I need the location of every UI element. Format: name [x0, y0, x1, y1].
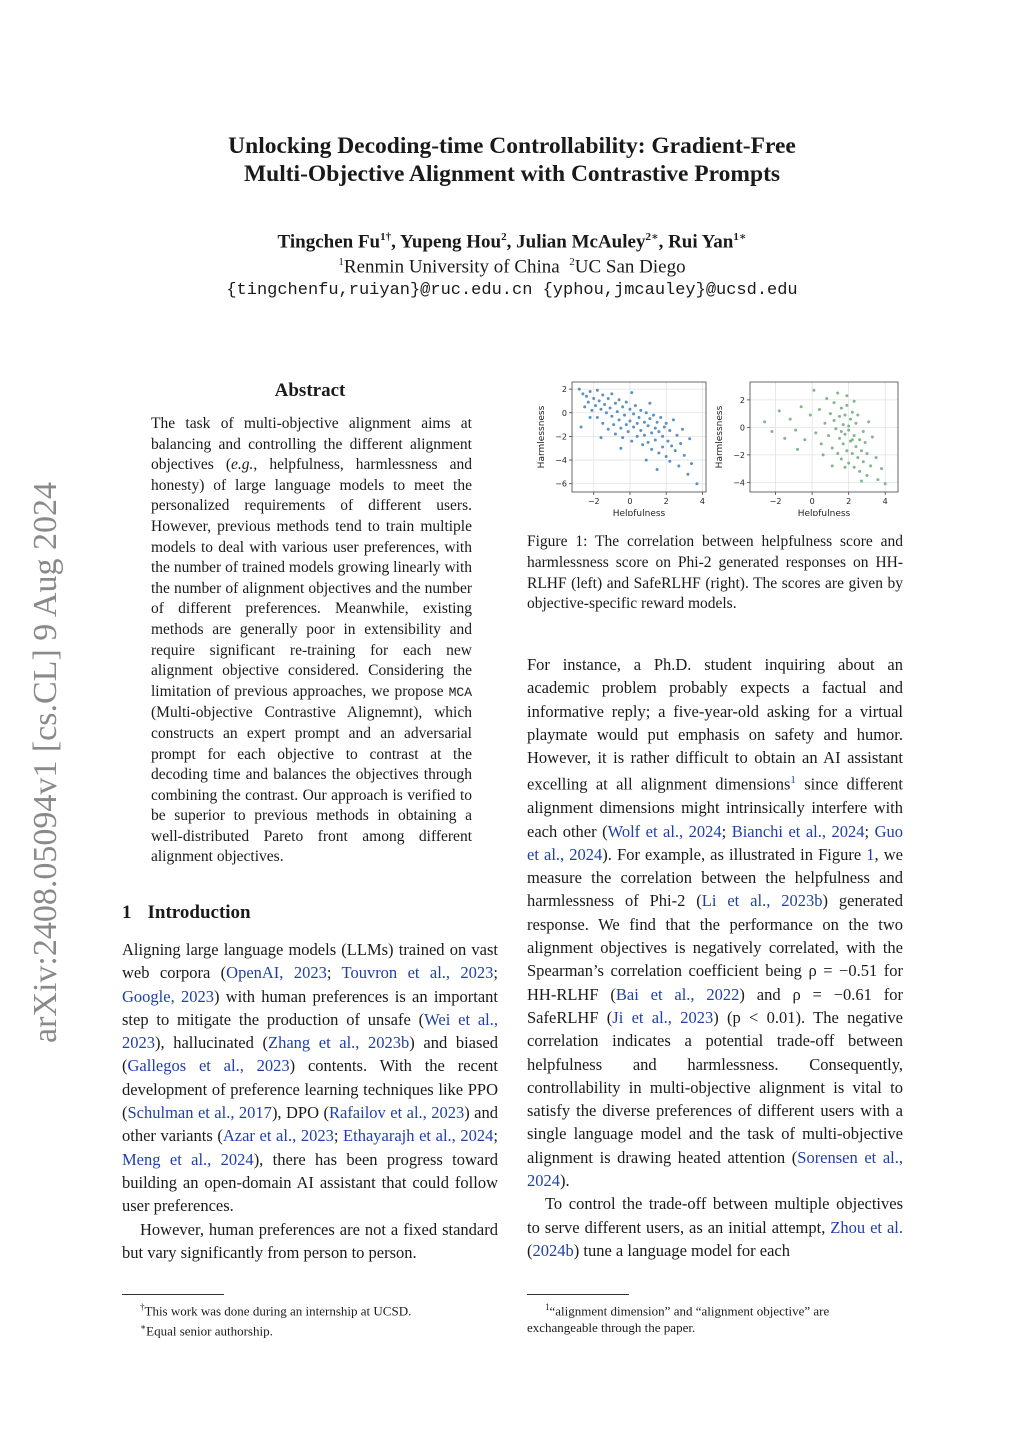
scatter-point [628, 420, 631, 423]
scatter-point [654, 427, 657, 430]
right-column-body [527, 653, 903, 1262]
citation-link[interactable]: Meng et al., 2024 [122, 1149, 254, 1169]
y-tick-label: −4 [555, 456, 567, 466]
scatter-point [676, 434, 679, 437]
scatter-point [639, 429, 642, 432]
scatter-point [652, 414, 655, 417]
author-mark: 1∗ [733, 231, 747, 243]
scatter-point [578, 388, 581, 391]
x-tick-label: −2 [587, 497, 600, 506]
scatter-point [589, 390, 592, 393]
scatter-point [831, 464, 834, 467]
citation-link[interactable]: Sorensen et al., 2024 [527, 1147, 903, 1191]
arxiv-id-text: arXiv:2408.05094v1 [cs.CL] 9 Aug 2024 [27, 482, 64, 1043]
body-paragraph: For instance, a Ph.D. student inquiring about an academic problem probably expects a factual and informative reply; a five-year-old asking for a virtual playmate would put emphasis on safety and humor. However, it is rather difficult to obtain an AI assistant excelling at all alignment dimensions$^1$ since different alignment dimensions might intrinsically interfere with each other (Wolf et al., 2024; Bianchi et al., 2024; Guo et al., 2024). For example, as illustrated in Figure 1, we measure the correlation between the helpfulness and harmlessness of Phi-2 (Li et al., 2023b) generated response. We find that the performance on the two alignment objectives is negatively correlated, with the Spearman’s correlation coefficient being ρ = −0.51 for HH-RLHF (Bai et al., 2022) and ρ = −0.61 for SafeRLHF (Ji et al., 2023) (p < 0.01). The negative correlation indicates a potential trade-off between helpfulness and harmlessness. Consequently, controllability in multi-objective alignment is vital to satisfy the diverse preferences of different users with a single language model and the task of multi-objective alignment is drawing heated attention (Sorensen et al., 2024). [527, 655, 903, 1191]
citation-link[interactable]: Schulman et al., 2017 [127, 1103, 272, 1123]
affil-mark: 2 [569, 256, 575, 268]
scatter-point [822, 453, 825, 456]
scatter-point [670, 444, 673, 447]
text: ) contents. With the recent development of preference learning techniques like PPO ( [122, 1056, 498, 1123]
scatter-point [875, 456, 878, 459]
text: ) and other variants ( [122, 1103, 499, 1146]
scatter-point [851, 411, 854, 414]
text: tune a language model for each [579, 1240, 790, 1260]
scatter-point [638, 416, 641, 419]
scatter-point [690, 462, 693, 465]
citation-link[interactable]: Rafailov et al., 2023 [328, 1103, 465, 1123]
scatter-point [833, 401, 836, 404]
title-line-1: Unlocking Decoding-time Controllability: Gradient-Free [228, 133, 796, 159]
scatter-point [603, 403, 606, 406]
scatter-point [627, 430, 630, 433]
x-tick-label: 4 [882, 497, 888, 506]
text: ) and ρ = −0.61 for SafeRLHF ( [527, 984, 903, 1027]
text: Aligning large language models (LLMs) trained on vast web corpora ( [122, 940, 498, 983]
scatter-point [865, 452, 868, 455]
figure-1-caption: Figure 1: The correlation between helpfulness score and harmlessness score on Phi-2 generated responses on HH-RLHF (left) and SafeRLHF (right). The scores are given by objective-specific reward models. [527, 533, 903, 613]
scatter-point [632, 412, 635, 415]
scatter-point [648, 402, 651, 405]
author-name: Tingchen Fu [277, 231, 381, 253]
scatter-point [599, 436, 602, 439]
scatter-point [851, 452, 854, 455]
citation-link[interactable]: 2024b [532, 1240, 574, 1260]
scatter-point [668, 429, 671, 432]
scatter-point [634, 404, 637, 407]
body-paragraph: To control the trade-off between multiple objectives to serve different users, as an initial attempt, Zhou et al. (2024b) tune a language model for each [527, 1194, 903, 1260]
author-mark: 1† [380, 231, 392, 243]
citation-link[interactable]: OpenAI, 2023 [226, 963, 327, 983]
scatter-point [587, 401, 590, 404]
scatter-point [643, 421, 646, 424]
scatter-point [853, 400, 856, 403]
scatter-point [858, 470, 861, 473]
figure-ref[interactable]: 1 [866, 844, 875, 864]
scatter-plots [528, 376, 908, 516]
scatter-point [590, 409, 593, 412]
scatter-point [650, 448, 653, 451]
citation-link[interactable]: Zhou et al. [830, 1217, 903, 1237]
scatter-point [645, 411, 648, 414]
scatter-point [599, 408, 602, 411]
scatter-point [840, 458, 843, 461]
intro-paragraph: Aligning large language models (LLMs) trained on vast web corpora (OpenAI, 2023; Touvron et al., 2023; Google, 2023) with human preferences is an important step to mitigate the production of unsafe (Wei et al., 2023), hallucinated (Zhang et al., 2023b) and biased (Gallegos et al., 2023) contents. With the recent development of preference learning techniques like PPO (Schulman et al., 2017), DPO (Rafailov et al., 2023) and other variants (Azar et al., 2023; Ethayarajh et al., 2024; Meng et al., 2024), there has been progress toward building an open-domain AI assistant that could follow user preferences. [122, 940, 499, 1216]
scatter-point [630, 391, 633, 394]
scatter-point [605, 411, 608, 414]
scatter-point [674, 449, 677, 452]
y-tick-label: −4 [733, 478, 745, 488]
scatter-point [812, 389, 815, 392]
scatter-point [858, 438, 861, 441]
scatter-point [864, 441, 867, 444]
scatter-point [838, 415, 841, 418]
scatter-point [834, 427, 837, 430]
citation-link[interactable]: Bianchi et al., 2024 [731, 821, 865, 841]
scatter-point [610, 392, 613, 395]
scatter-point [636, 422, 639, 425]
x-tick-label: 4 [699, 497, 705, 506]
scatter-point [668, 460, 671, 463]
scatter-point [661, 435, 664, 438]
x-tick-label: 0 [627, 497, 633, 506]
x-axis-label: Helpfulness [797, 509, 851, 516]
scatter-point [656, 468, 659, 471]
affil-name: Renmin University of China [343, 256, 560, 278]
citation-link[interactable]: Touvron et al., 2023 [341, 963, 494, 983]
scatter-point [679, 442, 682, 445]
scatter-point [847, 425, 850, 428]
plot-frame [572, 382, 706, 492]
scatter-point [683, 454, 686, 457]
footnote-text: Equal senior authorship. [146, 1323, 273, 1339]
scatter-point [796, 448, 799, 451]
author-list: Tingchen $Fu^{1\dagger}$, Yupeng Hou$^2$, Julian McAuley$^{2∗}$, Rui Yan$^{1∗}$ [277, 231, 747, 253]
scatter-point [677, 464, 680, 467]
text: ), there has been progress toward building an open-domain AI assistant that could follow user preferences. [122, 1149, 499, 1216]
scatter-point [656, 421, 659, 424]
footnote [140, 1299, 500, 1319]
scatter-point [876, 478, 879, 481]
scatter-point [856, 414, 859, 417]
scatter-point [847, 462, 850, 465]
scatter-point [844, 466, 847, 469]
scatter-point [783, 437, 786, 440]
citation-link[interactable]: Azar et al., 2023 [222, 1126, 334, 1146]
scatter-point [614, 433, 617, 436]
scatter-point [621, 436, 624, 439]
scatter-point [598, 399, 601, 402]
y-tick-label: 0 [739, 423, 745, 433]
scatter-point [665, 422, 668, 425]
scatter-point [581, 392, 584, 395]
scatter-point [663, 425, 666, 428]
footnote-rule [122, 1294, 224, 1295]
y-tick-label: −2 [555, 432, 567, 442]
scatter-point [681, 428, 684, 431]
y-tick-label: 2 [739, 395, 745, 405]
scatter-point [851, 438, 854, 441]
scatter-point [847, 429, 850, 432]
affil-name: UC San Diego [574, 256, 686, 278]
text: ) with human preferences is an important step to mitigate the production of unsafe ( [122, 986, 499, 1029]
scatter-point [596, 389, 599, 392]
scatter-point [803, 438, 806, 441]
abstract-text: The task of multi-objective alignment aims at balancing and controlling the different alignment objectives ( [151, 415, 472, 474]
scatter-point [794, 429, 797, 432]
scatter-point [639, 409, 642, 412]
y-axis-label: Harmlessness [715, 405, 725, 469]
scatter-point [871, 436, 874, 439]
footnotes-right [527, 1299, 903, 1336]
scatter-point [647, 424, 650, 427]
scatter-point [695, 482, 698, 485]
abstract-eg: e.g. [231, 456, 254, 474]
scatter-point [844, 433, 847, 436]
author-emails: {tingchenfu,ruiyan}@ruc.edu.cn {yphou,jmcauley}@ucsd.edu [226, 281, 798, 300]
scatter-point [601, 394, 604, 397]
scatter-point [641, 443, 644, 446]
intro-paragraph: However, human preferences are not a fixed standard but vary significantly from person to person. [122, 1219, 498, 1262]
scatter-point [594, 404, 597, 407]
y-tick-label: −2 [733, 450, 745, 460]
title-line-2: Multi-Objective Alignment with Contrastive Prompts [243, 161, 781, 187]
citation-link[interactable]: Gallegos et al., 2023 [127, 1056, 290, 1076]
scatter-point [862, 430, 865, 433]
scatter-point [763, 420, 766, 423]
scatter-point [625, 401, 628, 404]
author-name: Rui Yan [668, 231, 734, 253]
author-name: Yupeng Hou [399, 231, 502, 253]
plot-frame [750, 382, 898, 492]
footnote-text: This work was done during an internship at UCSD. [144, 1303, 412, 1319]
scatter-point [686, 473, 689, 476]
y-tick-label: 2 [561, 385, 567, 395]
scatter-point [618, 418, 621, 421]
abstract-heading: Abstract [274, 380, 346, 401]
figure-1 [528, 376, 908, 516]
x-tick-label: 2 [663, 497, 669, 506]
scatter-point [814, 431, 817, 434]
scatter-point [612, 423, 615, 426]
section-number: 1 [122, 902, 132, 923]
scatter-point [860, 480, 863, 483]
affil-mark: 1 [338, 256, 344, 268]
citation-link[interactable]: Guo et al., 2024 [527, 821, 903, 864]
scatter-point [800, 405, 803, 408]
scatter-point [619, 427, 622, 430]
footnote-text: “alignment dimension” and “alignment objective” are exchangeable through the paper. [527, 1303, 830, 1336]
scatter-point [666, 440, 669, 443]
scatter-point [610, 415, 613, 418]
scatter-point [630, 440, 633, 443]
footnote-ref[interactable]: 1 [790, 774, 796, 787]
scatter-point [583, 405, 586, 408]
scatter-point [818, 408, 821, 411]
y-axis-label: Harmlessness [537, 405, 547, 469]
author-mark: 2∗ [645, 231, 659, 243]
y-tick-label: −6 [555, 479, 567, 489]
affiliations [140, 256, 884, 278]
author-mark: 2 [501, 231, 507, 243]
abstract-body [151, 414, 472, 868]
scatter-point [823, 422, 826, 425]
text: ) and biased ( [122, 1033, 498, 1076]
scatter-point [865, 474, 868, 477]
scatter-point [836, 392, 839, 395]
left-column-body [122, 938, 498, 1264]
scatter-point [836, 452, 839, 455]
scatter-point [840, 407, 843, 410]
footnote [140, 1319, 500, 1339]
scatter-point [845, 449, 848, 452]
scatter-point [672, 418, 675, 421]
text: ). For example, as illustrated in Figure [602, 844, 867, 864]
scatter-point [650, 431, 653, 434]
scatter-point [636, 435, 639, 438]
citation-link[interactable]: Ethayarajh et al., 2024 [343, 1126, 494, 1146]
scatter-point [838, 437, 841, 440]
method-name: MCA [448, 684, 472, 700]
scatter-point [842, 423, 845, 426]
text: ). [560, 1171, 570, 1191]
scatter-point [614, 402, 617, 405]
scatter-point [853, 434, 856, 437]
scatter-point [607, 397, 610, 400]
citation-link[interactable]: Ji et al., 2023 [612, 1007, 714, 1027]
scatter-point [645, 459, 648, 462]
scatter-point [648, 417, 651, 420]
scatter-point [665, 455, 668, 458]
scatter-point [661, 446, 664, 449]
scatter-point [770, 430, 773, 433]
text: ) generated response. We find that the performance on the two alignment objectives is negatively correlated, with the Spearman’s correlation coefficient being ρ = −0.51 for HH-RLHF ( [527, 891, 903, 1004]
scatter-point [628, 408, 631, 411]
scatter-point [609, 407, 612, 410]
scatter-point [854, 422, 857, 425]
abstract-text: (Multi-objective Contrastive Alignemnt), which constructs an expert prompt and an adversarial prompt for each objective to contrast at the decoding time and balances the objectives through combining the contrast. Our approach is verified to be superior to previous methods in obtaining a well-distributed Pareto front among different alignment objectives. [151, 704, 472, 866]
scatter-point [619, 447, 622, 450]
citation-link[interactable]: Li et al., 2023b [701, 891, 823, 911]
text: For instance, a Ph.D. student inquiring about an academic problem probably expects a factual and informative reply; a five-year-old asking for a virtual playmate would put emphasis on safety and humor. However, it is rather difficult to obtain an AI assistant excelling at all alignment dimensions [527, 655, 903, 794]
footnote-mark: † [140, 1302, 145, 1312]
scatter-point [778, 409, 781, 412]
x-tick-label: −2 [769, 497, 782, 506]
scatter-point [585, 395, 588, 398]
scatter-point [688, 437, 691, 440]
scatter-point [884, 482, 887, 485]
scatter-point [869, 464, 872, 467]
scatter-point [618, 398, 621, 401]
scatter-point [657, 430, 660, 433]
section-heading-introduction [122, 902, 502, 924]
scatter-point [625, 423, 628, 426]
scatter-point [827, 434, 830, 437]
text: To control the trade-off between multiple objectives to serve different users, as an initial attempt, [527, 1194, 903, 1237]
y-tick-label: 0 [561, 408, 567, 418]
scatter-point [844, 414, 847, 417]
text: , we measure the correlation between the helpfulness and harmlessness of Phi-2 ( [527, 844, 903, 911]
author-name: Julian McAuley [516, 231, 646, 253]
scatter-point [596, 416, 599, 419]
text: ), DPO ( [271, 1103, 329, 1123]
footnote-mark: ∗ [140, 1322, 147, 1333]
scatter-point [854, 445, 857, 448]
footnote-rule [527, 1294, 629, 1295]
scatter-point [643, 434, 646, 437]
scatter-point [867, 420, 870, 423]
citation-link[interactable]: Google, 2023 [122, 986, 214, 1006]
scatter-point [845, 394, 848, 397]
scatter-point [829, 412, 832, 415]
scatter-point [647, 441, 650, 444]
scatter-point [607, 428, 610, 431]
x-axis-label: Helpfulness [612, 509, 666, 516]
scatter-point [825, 397, 828, 400]
section-title: Introduction [147, 902, 251, 923]
scatter-point [789, 418, 792, 421]
scatter-point [833, 419, 836, 422]
footnote-mark: 1 [545, 1302, 550, 1312]
scatter-point [589, 416, 592, 419]
scatter-point [659, 416, 662, 419]
scatter-point [809, 414, 812, 417]
scatter-point [849, 418, 852, 421]
scatter-point [654, 438, 657, 441]
scatter-point [623, 414, 626, 417]
x-tick-label: 0 [809, 497, 815, 506]
text: ) (p < 0.01). The negative correlation indicates a potential trade-off between helpfulness and harmlessness. Consequently, controllability in multi-objective alignment is vital to satisfy the diverse preferences of different users with a single language model and the task of multi-objective alignment is drawing heated attention ( [527, 1007, 903, 1167]
scatter-point [845, 404, 848, 407]
abstract-text: , helpfulness, harmlessness and honesty) of large language models to meet the personalized requirements of different users. However, previous methods tend to train multiple models to deal with various user preferences, with the number of trained models growing linearly with the number of alignment objectives and the number of different preferences. Meanwhile, existing methods are generally poor in extensibility and require significant re-training for each new alignment objective considered. Considering the limitation of previous approaches, we propose [151, 456, 472, 700]
scatter-point [880, 467, 883, 470]
scatter-point [860, 449, 863, 452]
scatter-point [621, 405, 624, 408]
citation-link[interactable]: Zhang et al., 2023b [267, 1033, 410, 1053]
scatter-point [657, 451, 660, 454]
scatter-point [831, 447, 834, 450]
scatter-point [862, 460, 865, 463]
paper-title [140, 132, 884, 188]
text: ), hallucinated ( [155, 1033, 268, 1053]
footnotes-left [140, 1299, 500, 1340]
scatter-point [853, 466, 856, 469]
scatter-point [592, 397, 595, 400]
x-tick-label: 2 [846, 497, 852, 506]
citation-link[interactable]: Bai et al., 2022 [615, 984, 740, 1004]
scatter-point [856, 456, 859, 459]
scatter-point [580, 425, 583, 428]
scatter-point [616, 410, 619, 413]
citation-link[interactable]: Wei et al., 2023 [122, 1009, 498, 1053]
text: since different alignment dimensions might intrinsically interfere with each other ( [527, 774, 903, 841]
arxiv-identifier-stamp [14, 455, 74, 1045]
scatter-point [601, 422, 604, 425]
citation-link[interactable]: Wolf et al., 2024 [607, 821, 722, 841]
scatter-point [820, 442, 823, 445]
scatter-point [840, 430, 843, 433]
scatter-point [842, 442, 845, 445]
scatter-point [632, 425, 635, 428]
